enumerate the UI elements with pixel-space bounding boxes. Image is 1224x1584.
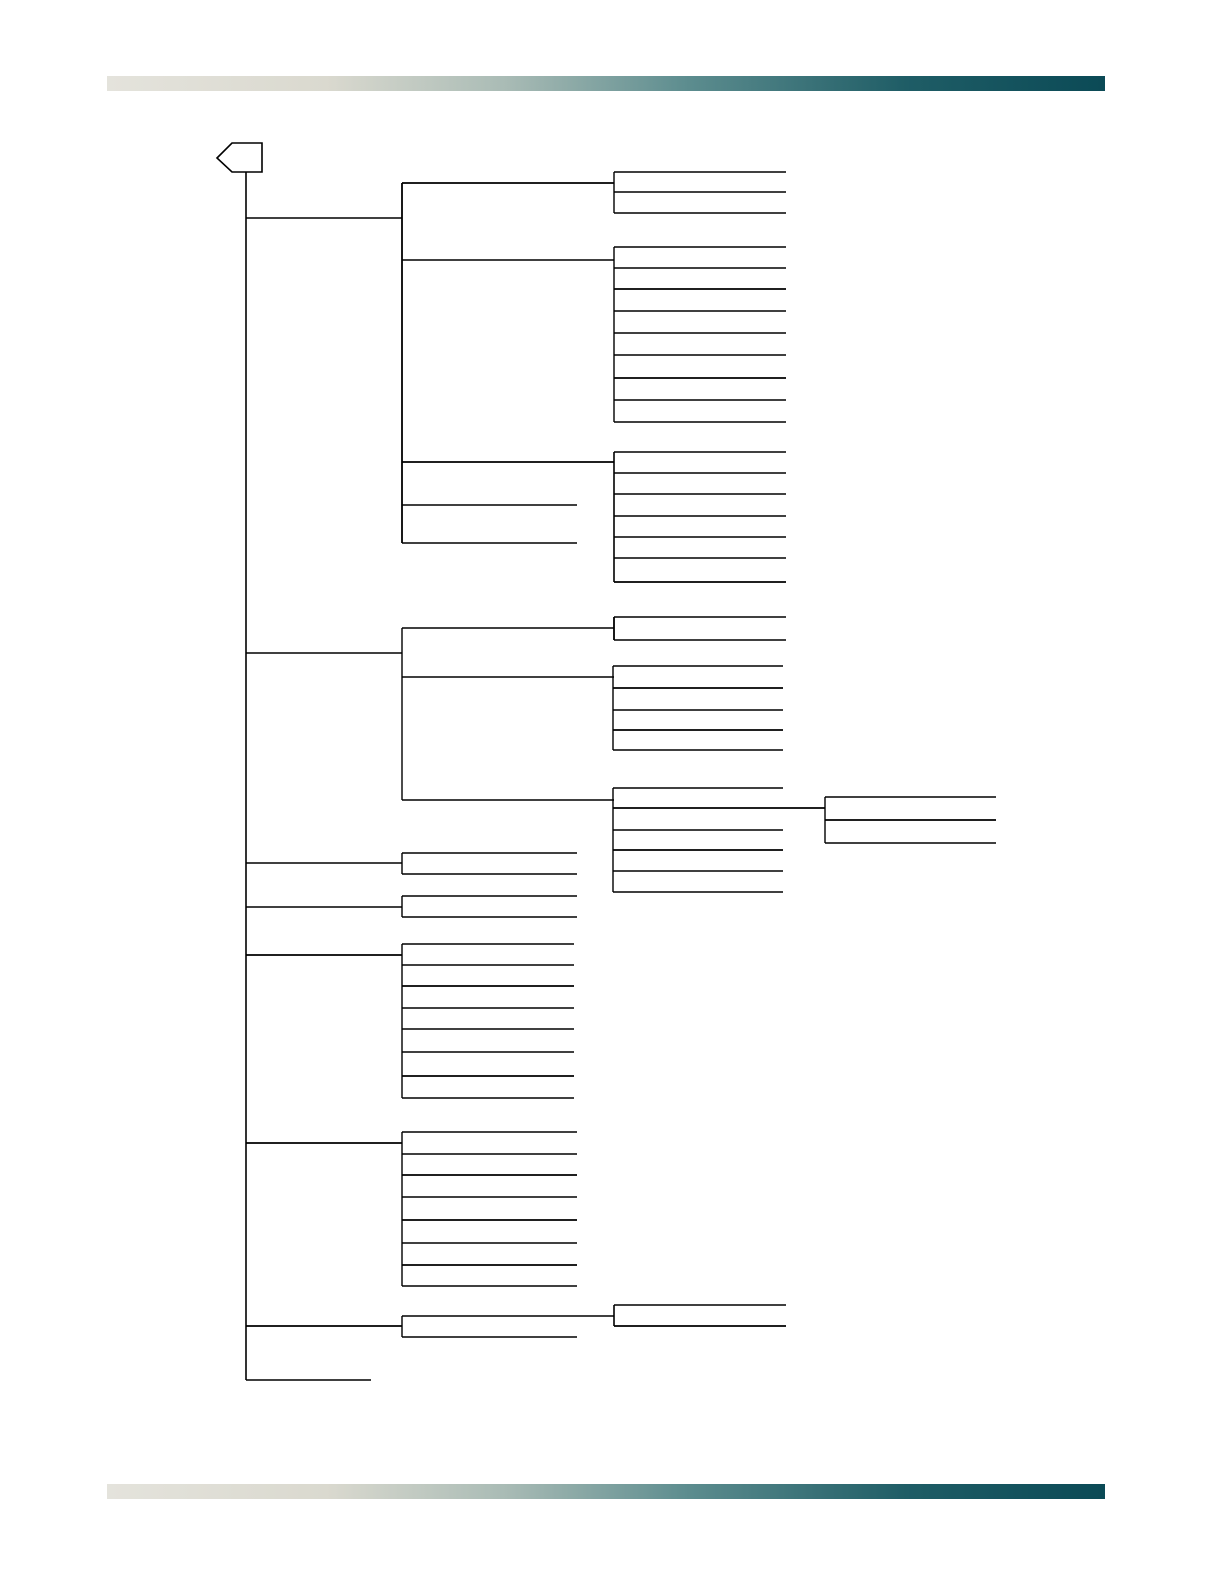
branch-4 [246,896,577,917]
branch-1-group-a [614,172,786,213]
branch-5 [246,944,574,1098]
branch-7 [246,1305,786,1337]
branch-1-group-b [614,247,786,422]
root-node-tag [217,143,262,172]
branch-6 [246,1132,577,1286]
branch-3 [246,853,577,874]
branch-2-subgroup [825,797,996,843]
branch-2-group-c [613,788,825,892]
branch-2-group-b [613,666,783,750]
branch-2-group-a [614,617,786,640]
branch-2 [246,617,996,892]
branch-1-group-c [614,452,786,582]
branch-1 [246,172,786,582]
